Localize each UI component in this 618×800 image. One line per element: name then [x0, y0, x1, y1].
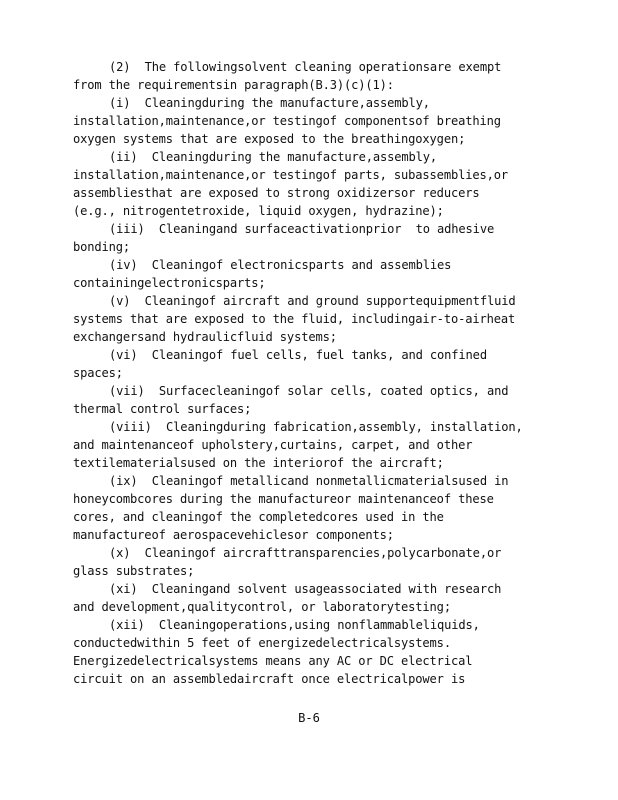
text-line: installation,maintenance,or testingof parts, subassemblies,or [73, 168, 508, 182]
text-line: (iv) Cleaningof electronicsparts and assemblies [109, 258, 452, 272]
text-line: (xi) Cleaningand solvent usageassociated with research [109, 582, 502, 596]
text-line: exchangersand hydraulicfluid systems; [73, 330, 337, 344]
text-line: glass substrates; [73, 564, 195, 578]
text-line: (e.g., nitrogentetroxide, liquid oxygen, hydrazine); [73, 204, 444, 218]
text-line: Energizedelectricalsystems means any AC or DC electrical [73, 654, 473, 668]
text-line: spaces; [73, 366, 123, 380]
text-line: (2) The followingsolvent cleaning operationsare exempt [109, 60, 502, 74]
text-line: conductedwithin 5 feet of energizedelectricalsystems. [73, 636, 451, 650]
page-number: B-6 [298, 711, 320, 725]
text-line: and maintenanceof upholstery,curtains, carpet, and other [73, 438, 473, 452]
text-line: installation,maintenance,or testingof componentsof breathing [73, 114, 501, 128]
text-line: oxygen systems that are exposed to the breathingoxygen; [73, 132, 466, 146]
text-line: manufactureof aerospacevehiclesor components; [73, 528, 394, 542]
text-line: (ii) Cleaningduring the manufacture,assembly, [109, 150, 438, 164]
text-line: textilematerialsused on the interiorof the aircraft; [73, 456, 444, 470]
text-line: systems that are exposed to the fluid, includingair-to-airheat [73, 312, 516, 326]
text-line: containingelectronicsparts; [73, 276, 266, 290]
text-line: thermal control surfaces; [73, 402, 252, 416]
text-line: (iii) Cleaningand surfaceactivationprior to adhesive [109, 222, 495, 236]
text-line: and development,qualitycontrol, or laboratorytesting; [73, 600, 451, 614]
text-line: (vi) Cleaningof fuel cells, fuel tanks, and confined [109, 348, 487, 362]
text-line: (vii) Surfacecleaningof solar cells, coated optics, and [109, 384, 509, 398]
text-line: (v) Cleaningof aircraft and ground supportequipmentfluid [109, 294, 516, 308]
text-line: (i) Cleaningduring the manufacture,assembly, [109, 96, 430, 110]
text-line: assembliesthat are exposed to strong oxidizersor reducers [73, 186, 480, 200]
text-line: (ix) Cleaningof metallicand nonmetallicmaterialsused in [109, 474, 509, 488]
text-line: circuit on an assembledaircraft once electricalpower is [73, 672, 466, 686]
body-text [73, 58, 558, 688]
text-line: honeycombcores during the manufactureor maintenanceof these [73, 492, 494, 506]
text-line: from the requirementsin paragraph(B.3)(c)(1): [73, 78, 394, 92]
text-line: (xii) Cleaningoperations,using nonflammableliquids, [109, 618, 480, 632]
text-line: (x) Cleaningof aircrafttransparencies,polycarbonate,or [109, 546, 502, 560]
text-line: (viii) Cleaningduring fabrication,assembly, installation, [109, 420, 523, 434]
text-line: cores, and cleaningof the completedcores used in the [73, 510, 444, 524]
text-line: bonding; [73, 240, 131, 254]
